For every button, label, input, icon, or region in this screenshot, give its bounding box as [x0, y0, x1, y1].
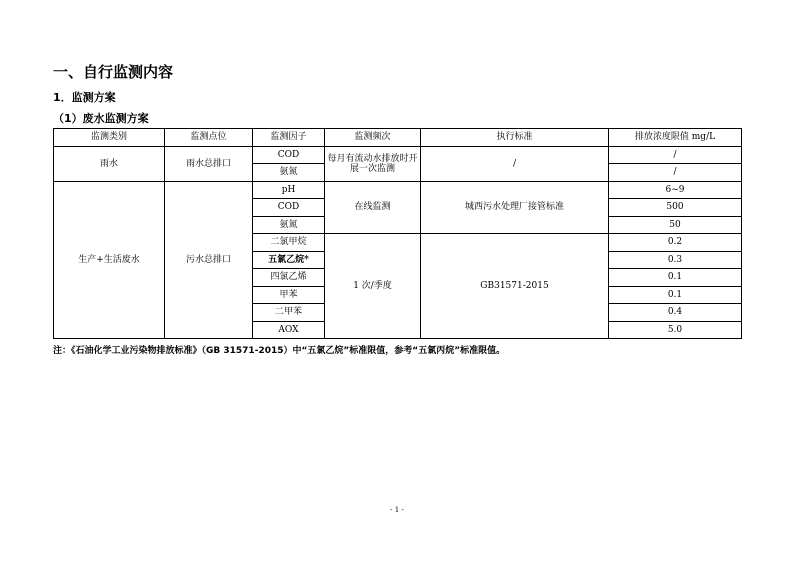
limit-cell: 0.1 [609, 269, 742, 287]
header-factor: 监测因子 [253, 129, 325, 147]
limit-cell: 50 [609, 216, 742, 234]
factor-cell: AOX [253, 321, 325, 339]
section-title: 一、自行监测内容 [53, 63, 174, 81]
factor-cell: 二甲苯 [253, 304, 325, 322]
limit-cell: / [609, 146, 742, 164]
rain-category-cell: 雨水 [54, 146, 165, 181]
header-frequency: 监测频次 [325, 129, 421, 147]
factor-cell: 四氯乙烯 [253, 269, 325, 287]
page-number: - 1 - [390, 506, 404, 514]
quarterly-standard-cell: GB31571-2015 [421, 234, 609, 339]
limit-cell: 0.2 [609, 234, 742, 252]
factor-cell: 五氯乙烷* [253, 251, 325, 269]
limit-cell: 5.0 [609, 321, 742, 339]
online-frequency-cell: 在线监测 [325, 181, 421, 234]
wastewater-monitoring-table [53, 128, 742, 339]
header-point: 监测点位 [165, 129, 253, 147]
header-category: 监测类别 [54, 129, 165, 147]
limit-cell: 6~9 [609, 181, 742, 199]
factor-cell: COD [253, 199, 325, 217]
factor-cell: pH [253, 181, 325, 199]
header-limit: 排放浓度限值 mg/L [609, 129, 742, 147]
header-standard: 执行标准 [421, 129, 609, 147]
sub-subsection-title: （1）废水监测方案 [53, 112, 149, 125]
factor-cell: 氨氮 [253, 164, 325, 182]
limit-cell: 0.3 [609, 251, 742, 269]
rain-frequency-cell: 每月有流动水排放时开展一次监测 [325, 146, 421, 181]
subsection-title: 1．监测方案 [53, 91, 116, 104]
table-row [54, 146, 742, 164]
limit-cell: 0.1 [609, 286, 742, 304]
factor-cell: 甲苯 [253, 286, 325, 304]
online-standard-cell: 城西污水处理厂接管标准 [421, 181, 609, 234]
table-header-row [54, 129, 742, 147]
rain-point-cell: 雨水总排口 [165, 146, 253, 181]
limit-cell: / [609, 164, 742, 182]
limit-cell: 0.4 [609, 304, 742, 322]
table-note: 注：《石油化学工业污染物排放标准》（GB 31571-2015）中“五氯乙烷”标准限值，参考“五氯丙烷”标准限值。 [53, 346, 506, 356]
factor-cell: 二氯甲烷 [253, 234, 325, 252]
table-row [54, 181, 742, 199]
factor-cell: 氨氮 [253, 216, 325, 234]
limit-cell: 500 [609, 199, 742, 217]
rain-standard-cell: / [421, 146, 609, 181]
production-point-cell: 污水总排口 [165, 181, 253, 339]
factor-cell: COD [253, 146, 325, 164]
production-category-cell: 生产+生活废水 [54, 181, 165, 339]
quarterly-frequency-cell: 1 次/季度 [325, 234, 421, 339]
